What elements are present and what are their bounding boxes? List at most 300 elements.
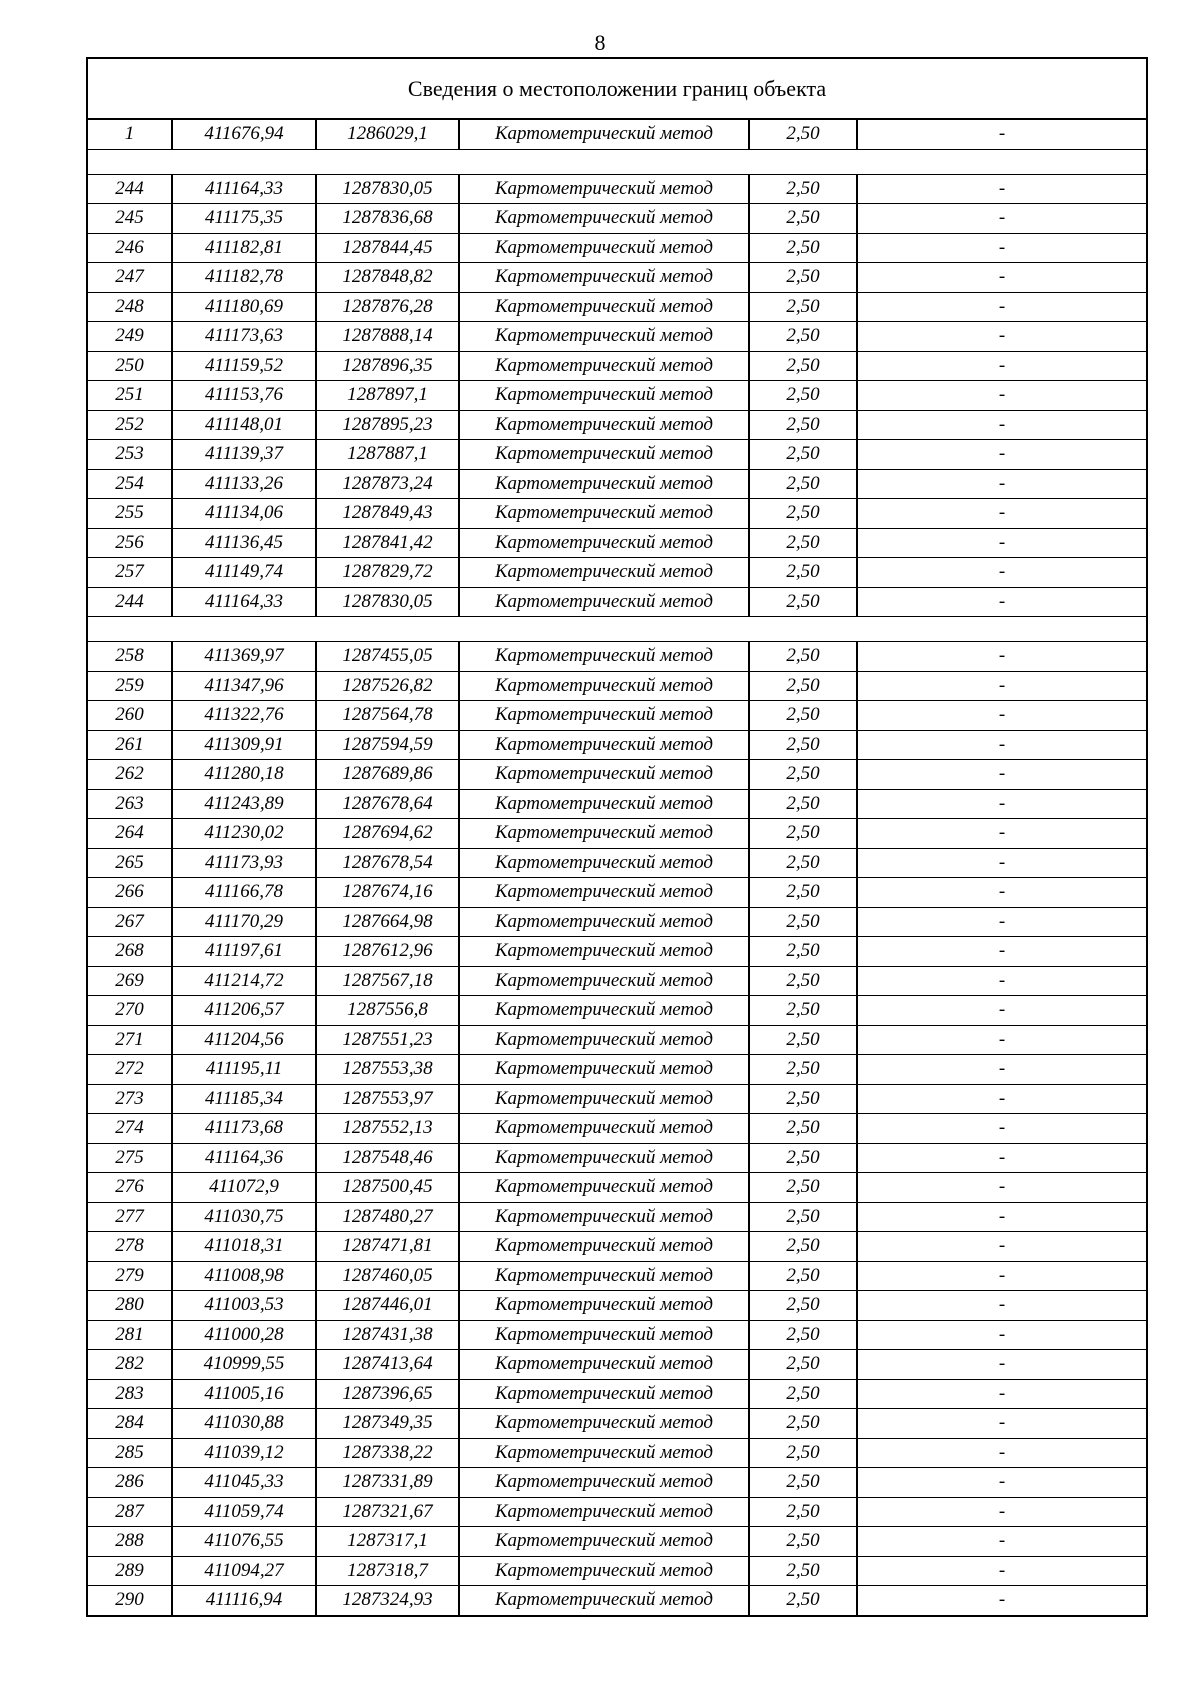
description-cell: - <box>857 642 1147 672</box>
method-cell: Картометрический метод <box>459 119 749 149</box>
table-row <box>87 1025 1147 1055</box>
description-cell: - <box>857 1586 1147 1616</box>
method-cell: Картометрический метод <box>459 1025 749 1055</box>
description-cell: - <box>857 966 1147 996</box>
point-number-cell: 255 <box>87 499 172 529</box>
accuracy-cell: 2,50 <box>749 996 857 1026</box>
x-coordinate-cell: 411309,91 <box>172 730 316 760</box>
method-cell: Картометрический метод <box>459 233 749 263</box>
table-row <box>87 292 1147 322</box>
x-coordinate-cell: 411059,74 <box>172 1497 316 1527</box>
y-coordinate-cell: 1287829,72 <box>316 558 459 588</box>
accuracy-cell: 2,50 <box>749 1468 857 1498</box>
accuracy-cell: 2,50 <box>749 322 857 352</box>
point-number-cell: 262 <box>87 760 172 790</box>
description-cell: - <box>857 1320 1147 1350</box>
method-cell: Картометрический метод <box>459 1114 749 1144</box>
accuracy-cell: 2,50 <box>749 558 857 588</box>
method-cell: Картометрический метод <box>459 499 749 529</box>
x-coordinate-cell: 411322,76 <box>172 701 316 731</box>
x-coordinate-cell: 411280,18 <box>172 760 316 790</box>
method-cell: Картометрический метод <box>459 204 749 234</box>
description-cell: - <box>857 937 1147 967</box>
y-coordinate-cell: 1287876,28 <box>316 292 459 322</box>
point-number-cell: 258 <box>87 642 172 672</box>
table-row <box>87 789 1147 819</box>
description-cell: - <box>857 1438 1147 1468</box>
point-number-cell: 261 <box>87 730 172 760</box>
method-cell: Картометрический метод <box>459 469 749 499</box>
method-cell: Картометрический метод <box>459 730 749 760</box>
description-cell: - <box>857 701 1147 731</box>
table-title: Сведения о местоположении границ объекта <box>87 58 1147 119</box>
method-cell: Картометрический метод <box>459 1350 749 1380</box>
y-coordinate-cell: 1287500,45 <box>316 1173 459 1203</box>
description-cell: - <box>857 1114 1147 1144</box>
y-coordinate-cell: 1287553,97 <box>316 1084 459 1114</box>
method-cell: Картометрический метод <box>459 1438 749 1468</box>
point-number-cell: 259 <box>87 671 172 701</box>
accuracy-cell: 2,50 <box>749 1291 857 1321</box>
y-coordinate-cell: 1287849,43 <box>316 499 459 529</box>
method-cell: Картометрический метод <box>459 1497 749 1527</box>
accuracy-cell: 2,50 <box>749 1173 857 1203</box>
description-cell: - <box>857 789 1147 819</box>
x-coordinate-cell: 411072,9 <box>172 1173 316 1203</box>
x-coordinate-cell: 411182,81 <box>172 233 316 263</box>
table-row <box>87 1261 1147 1291</box>
y-coordinate-cell: 1287897,1 <box>316 381 459 411</box>
x-coordinate-cell: 411180,69 <box>172 292 316 322</box>
x-coordinate-cell: 411164,36 <box>172 1143 316 1173</box>
x-coordinate-cell: 411139,37 <box>172 440 316 470</box>
x-coordinate-cell: 411197,61 <box>172 937 316 967</box>
y-coordinate-cell: 1287331,89 <box>316 1468 459 1498</box>
point-number-cell: 257 <box>87 558 172 588</box>
accuracy-cell: 2,50 <box>749 1025 857 1055</box>
description-cell: - <box>857 1173 1147 1203</box>
accuracy-cell: 2,50 <box>749 1527 857 1557</box>
accuracy-cell: 2,50 <box>749 701 857 731</box>
x-coordinate-cell: 411030,75 <box>172 1202 316 1232</box>
y-coordinate-cell: 1287689,86 <box>316 760 459 790</box>
accuracy-cell: 2,50 <box>749 174 857 204</box>
accuracy-cell: 2,50 <box>749 410 857 440</box>
accuracy-cell: 2,50 <box>749 1586 857 1616</box>
group-separator-cell <box>87 617 1147 642</box>
x-coordinate-cell: 411094,27 <box>172 1556 316 1586</box>
accuracy-cell: 2,50 <box>749 233 857 263</box>
method-cell: Картометрический метод <box>459 878 749 908</box>
y-coordinate-cell: 1287460,05 <box>316 1261 459 1291</box>
y-coordinate-cell: 1286029,1 <box>316 119 459 149</box>
y-coordinate-cell: 1287694,62 <box>316 819 459 849</box>
description-cell: - <box>857 1497 1147 1527</box>
y-coordinate-cell: 1287396,65 <box>316 1379 459 1409</box>
point-number-cell: 268 <box>87 937 172 967</box>
method-cell: Картометрический метод <box>459 1586 749 1616</box>
table-row <box>87 730 1147 760</box>
x-coordinate-cell: 411136,45 <box>172 528 316 558</box>
method-cell: Картометрический метод <box>459 410 749 440</box>
point-number-cell: 287 <box>87 1497 172 1527</box>
table-row <box>87 1114 1147 1144</box>
point-number-cell: 260 <box>87 701 172 731</box>
description-cell: - <box>857 996 1147 1026</box>
y-coordinate-cell: 1287318,7 <box>316 1556 459 1586</box>
y-coordinate-cell: 1287836,68 <box>316 204 459 234</box>
point-number-cell: 273 <box>87 1084 172 1114</box>
method-cell: Картометрический метод <box>459 292 749 322</box>
description-cell: - <box>857 1261 1147 1291</box>
point-number-cell: 256 <box>87 528 172 558</box>
x-coordinate-cell: 411243,89 <box>172 789 316 819</box>
point-number-cell: 272 <box>87 1055 172 1085</box>
x-coordinate-cell: 411000,28 <box>172 1320 316 1350</box>
method-cell: Картометрический метод <box>459 440 749 470</box>
description-cell: - <box>857 469 1147 499</box>
y-coordinate-cell: 1287830,05 <box>316 174 459 204</box>
y-coordinate-cell: 1287526,82 <box>316 671 459 701</box>
x-coordinate-cell: 411214,72 <box>172 966 316 996</box>
point-number-cell: 286 <box>87 1468 172 1498</box>
table-row <box>87 174 1147 204</box>
x-coordinate-cell: 411045,33 <box>172 1468 316 1498</box>
description-cell: - <box>857 819 1147 849</box>
method-cell: Картометрический метод <box>459 558 749 588</box>
y-coordinate-cell: 1287674,16 <box>316 878 459 908</box>
description-cell: - <box>857 760 1147 790</box>
point-number-cell: 265 <box>87 848 172 878</box>
x-coordinate-cell: 411018,31 <box>172 1232 316 1262</box>
x-coordinate-cell: 411230,02 <box>172 819 316 849</box>
x-coordinate-cell: 411164,33 <box>172 587 316 617</box>
table-row <box>87 1468 1147 1498</box>
x-coordinate-cell: 411173,93 <box>172 848 316 878</box>
method-cell: Картометрический метод <box>459 1527 749 1557</box>
x-coordinate-cell: 411039,12 <box>172 1438 316 1468</box>
table-row <box>87 671 1147 701</box>
accuracy-cell: 2,50 <box>749 1114 857 1144</box>
method-cell: Картометрический метод <box>459 1261 749 1291</box>
y-coordinate-cell: 1287413,64 <box>316 1350 459 1380</box>
x-coordinate-cell: 411175,35 <box>172 204 316 234</box>
description-cell: - <box>857 263 1147 293</box>
y-coordinate-cell: 1287873,24 <box>316 469 459 499</box>
table-row <box>87 1055 1147 1085</box>
accuracy-cell: 2,50 <box>749 381 857 411</box>
method-cell: Картометрический метод <box>459 174 749 204</box>
accuracy-cell: 2,50 <box>749 1202 857 1232</box>
y-coordinate-cell: 1287830,05 <box>316 587 459 617</box>
point-number-cell: 285 <box>87 1438 172 1468</box>
description-cell: - <box>857 351 1147 381</box>
y-coordinate-cell: 1287888,14 <box>316 322 459 352</box>
point-number-cell: 249 <box>87 322 172 352</box>
table-row <box>87 848 1147 878</box>
point-number-cell: 283 <box>87 1379 172 1409</box>
x-coordinate-cell: 411148,01 <box>172 410 316 440</box>
y-coordinate-cell: 1287844,45 <box>316 233 459 263</box>
point-number-cell: 1 <box>87 119 172 149</box>
description-cell: - <box>857 292 1147 322</box>
table-row <box>87 1084 1147 1114</box>
accuracy-cell: 2,50 <box>749 1556 857 1586</box>
boundary-coordinates-table <box>86 57 1148 1617</box>
accuracy-cell: 2,50 <box>749 528 857 558</box>
group-separator-row <box>87 617 1147 642</box>
description-cell: - <box>857 1232 1147 1262</box>
description-cell: - <box>857 878 1147 908</box>
accuracy-cell: 2,50 <box>749 204 857 234</box>
method-cell: Картометрический метод <box>459 1055 749 1085</box>
table-row <box>87 1173 1147 1203</box>
description-cell: - <box>857 440 1147 470</box>
accuracy-cell: 2,50 <box>749 1261 857 1291</box>
table-row <box>87 351 1147 381</box>
y-coordinate-cell: 1287321,67 <box>316 1497 459 1527</box>
method-cell: Картометрический метод <box>459 263 749 293</box>
table-row <box>87 701 1147 731</box>
accuracy-cell: 2,50 <box>749 937 857 967</box>
y-coordinate-cell: 1287895,23 <box>316 410 459 440</box>
method-cell: Картометрический метод <box>459 996 749 1026</box>
accuracy-cell: 2,50 <box>749 1320 857 1350</box>
y-coordinate-cell: 1287556,8 <box>316 996 459 1026</box>
accuracy-cell: 2,50 <box>749 1409 857 1439</box>
description-cell: - <box>857 381 1147 411</box>
x-coordinate-cell: 411170,29 <box>172 907 316 937</box>
x-coordinate-cell: 411116,94 <box>172 1586 316 1616</box>
method-cell: Картометрический метод <box>459 1379 749 1409</box>
point-number-cell: 246 <box>87 233 172 263</box>
method-cell: Картометрический метод <box>459 1202 749 1232</box>
method-cell: Картометрический метод <box>459 671 749 701</box>
description-cell: - <box>857 119 1147 149</box>
description-cell: - <box>857 587 1147 617</box>
point-number-cell: 280 <box>87 1291 172 1321</box>
accuracy-cell: 2,50 <box>749 440 857 470</box>
x-coordinate-cell: 411166,78 <box>172 878 316 908</box>
description-cell: - <box>857 1291 1147 1321</box>
point-number-cell: 278 <box>87 1232 172 1262</box>
table-row <box>87 966 1147 996</box>
method-cell: Картометрический метод <box>459 1232 749 1262</box>
description-cell: - <box>857 1409 1147 1439</box>
y-coordinate-cell: 1287664,98 <box>316 907 459 937</box>
method-cell: Картометрический метод <box>459 789 749 819</box>
point-number-cell: 244 <box>87 174 172 204</box>
point-number-cell: 250 <box>87 351 172 381</box>
point-number-cell: 276 <box>87 1173 172 1203</box>
point-number-cell: 281 <box>87 1320 172 1350</box>
group-separator-row <box>87 149 1147 174</box>
y-coordinate-cell: 1287548,46 <box>316 1143 459 1173</box>
table-row <box>87 1497 1147 1527</box>
method-cell: Картометрический метод <box>459 819 749 849</box>
page-number: 8 <box>594 30 606 55</box>
point-number-cell: 274 <box>87 1114 172 1144</box>
y-coordinate-cell: 1287848,82 <box>316 263 459 293</box>
point-number-cell: 264 <box>87 819 172 849</box>
x-coordinate-cell: 411003,53 <box>172 1291 316 1321</box>
y-coordinate-cell: 1287612,96 <box>316 937 459 967</box>
table-row <box>87 440 1147 470</box>
method-cell: Картометрический метод <box>459 966 749 996</box>
table-row <box>87 469 1147 499</box>
accuracy-cell: 2,50 <box>749 1497 857 1527</box>
y-coordinate-cell: 1287564,78 <box>316 701 459 731</box>
description-cell: - <box>857 1350 1147 1380</box>
y-coordinate-cell: 1287896,35 <box>316 351 459 381</box>
y-coordinate-cell: 1287480,27 <box>316 1202 459 1232</box>
y-coordinate-cell: 1287841,42 <box>316 528 459 558</box>
x-coordinate-cell: 411008,98 <box>172 1261 316 1291</box>
y-coordinate-cell: 1287471,81 <box>316 1232 459 1262</box>
x-coordinate-cell: 411173,68 <box>172 1114 316 1144</box>
point-number-cell: 277 <box>87 1202 172 1232</box>
table-row <box>87 1527 1147 1557</box>
y-coordinate-cell: 1287567,18 <box>316 966 459 996</box>
y-coordinate-cell: 1287324,93 <box>316 1586 459 1616</box>
point-number-cell: 270 <box>87 996 172 1026</box>
point-number-cell: 253 <box>87 440 172 470</box>
method-cell: Картометрический метод <box>459 642 749 672</box>
description-cell: - <box>857 1379 1147 1409</box>
x-coordinate-cell: 411134,06 <box>172 499 316 529</box>
accuracy-cell: 2,50 <box>749 263 857 293</box>
x-coordinate-cell: 411195,11 <box>172 1055 316 1085</box>
accuracy-cell: 2,50 <box>749 1084 857 1114</box>
description-cell: - <box>857 1556 1147 1586</box>
y-coordinate-cell: 1287678,54 <box>316 848 459 878</box>
y-coordinate-cell: 1287349,35 <box>316 1409 459 1439</box>
accuracy-cell: 2,50 <box>749 499 857 529</box>
method-cell: Картометрический метод <box>459 1556 749 1586</box>
table-row <box>87 119 1147 149</box>
description-cell: - <box>857 410 1147 440</box>
y-coordinate-cell: 1287594,59 <box>316 730 459 760</box>
description-cell: - <box>857 1143 1147 1173</box>
table-row <box>87 233 1147 263</box>
y-coordinate-cell: 1287431,38 <box>316 1320 459 1350</box>
accuracy-cell: 2,50 <box>749 119 857 149</box>
x-coordinate-cell: 411076,55 <box>172 1527 316 1557</box>
method-cell: Картометрический метод <box>459 848 749 878</box>
table-row <box>87 558 1147 588</box>
x-coordinate-cell: 411153,76 <box>172 381 316 411</box>
accuracy-cell: 2,50 <box>749 1379 857 1409</box>
point-number-cell: 271 <box>87 1025 172 1055</box>
table-row <box>87 937 1147 967</box>
table-row <box>87 878 1147 908</box>
method-cell: Картометрический метод <box>459 351 749 381</box>
x-coordinate-cell: 411133,26 <box>172 469 316 499</box>
x-coordinate-cell: 411173,63 <box>172 322 316 352</box>
y-coordinate-cell: 1287553,38 <box>316 1055 459 1085</box>
point-number-cell: 252 <box>87 410 172 440</box>
x-coordinate-cell: 411159,52 <box>172 351 316 381</box>
y-coordinate-cell: 1287552,13 <box>316 1114 459 1144</box>
description-cell: - <box>857 204 1147 234</box>
table-row <box>87 907 1147 937</box>
x-coordinate-cell: 410999,55 <box>172 1350 316 1380</box>
point-number-cell: 247 <box>87 263 172 293</box>
method-cell: Картометрический метод <box>459 1291 749 1321</box>
table-row <box>87 410 1147 440</box>
method-cell: Картометрический метод <box>459 1143 749 1173</box>
x-coordinate-cell: 411204,56 <box>172 1025 316 1055</box>
description-cell: - <box>857 322 1147 352</box>
point-number-cell: 288 <box>87 1527 172 1557</box>
accuracy-cell: 2,50 <box>749 292 857 322</box>
point-number-cell: 282 <box>87 1350 172 1380</box>
point-number-cell: 251 <box>87 381 172 411</box>
point-number-cell: 245 <box>87 204 172 234</box>
x-coordinate-cell: 411369,97 <box>172 642 316 672</box>
table-row <box>87 499 1147 529</box>
description-cell: - <box>857 558 1147 588</box>
x-coordinate-cell: 411030,88 <box>172 1409 316 1439</box>
group-separator-cell <box>87 149 1147 174</box>
table-row <box>87 1409 1147 1439</box>
point-number-cell: 248 <box>87 292 172 322</box>
x-coordinate-cell: 411347,96 <box>172 671 316 701</box>
description-cell: - <box>857 1202 1147 1232</box>
table-row <box>87 1556 1147 1586</box>
point-number-cell: 263 <box>87 789 172 819</box>
accuracy-cell: 2,50 <box>749 848 857 878</box>
description-cell: - <box>857 848 1147 878</box>
point-number-cell: 266 <box>87 878 172 908</box>
x-coordinate-cell: 411149,74 <box>172 558 316 588</box>
accuracy-cell: 2,50 <box>749 966 857 996</box>
point-number-cell: 290 <box>87 1586 172 1616</box>
description-cell: - <box>857 233 1147 263</box>
y-coordinate-cell: 1287446,01 <box>316 1291 459 1321</box>
table-row <box>87 204 1147 234</box>
x-coordinate-cell: 411182,78 <box>172 263 316 293</box>
accuracy-cell: 2,50 <box>749 587 857 617</box>
description-cell: - <box>857 907 1147 937</box>
description-cell: - <box>857 671 1147 701</box>
method-cell: Картометрический метод <box>459 1409 749 1439</box>
table-title-row <box>87 58 1147 119</box>
method-cell: Картометрический метод <box>459 587 749 617</box>
accuracy-cell: 2,50 <box>749 1350 857 1380</box>
x-coordinate-cell: 411676,94 <box>172 119 316 149</box>
method-cell: Картометрический метод <box>459 322 749 352</box>
y-coordinate-cell: 1287455,05 <box>316 642 459 672</box>
table-row <box>87 1143 1147 1173</box>
method-cell: Картометрический метод <box>459 1468 749 1498</box>
x-coordinate-cell: 411005,16 <box>172 1379 316 1409</box>
accuracy-cell: 2,50 <box>749 789 857 819</box>
method-cell: Картометрический метод <box>459 1320 749 1350</box>
method-cell: Картометрический метод <box>459 1173 749 1203</box>
point-number-cell: 254 <box>87 469 172 499</box>
table-row <box>87 1291 1147 1321</box>
table-row <box>87 996 1147 1026</box>
method-cell: Картометрический метод <box>459 760 749 790</box>
table-row <box>87 1320 1147 1350</box>
accuracy-cell: 2,50 <box>749 1232 857 1262</box>
table-row <box>87 819 1147 849</box>
accuracy-cell: 2,50 <box>749 469 857 499</box>
description-cell: - <box>857 499 1147 529</box>
accuracy-cell: 2,50 <box>749 819 857 849</box>
point-number-cell: 289 <box>87 1556 172 1586</box>
